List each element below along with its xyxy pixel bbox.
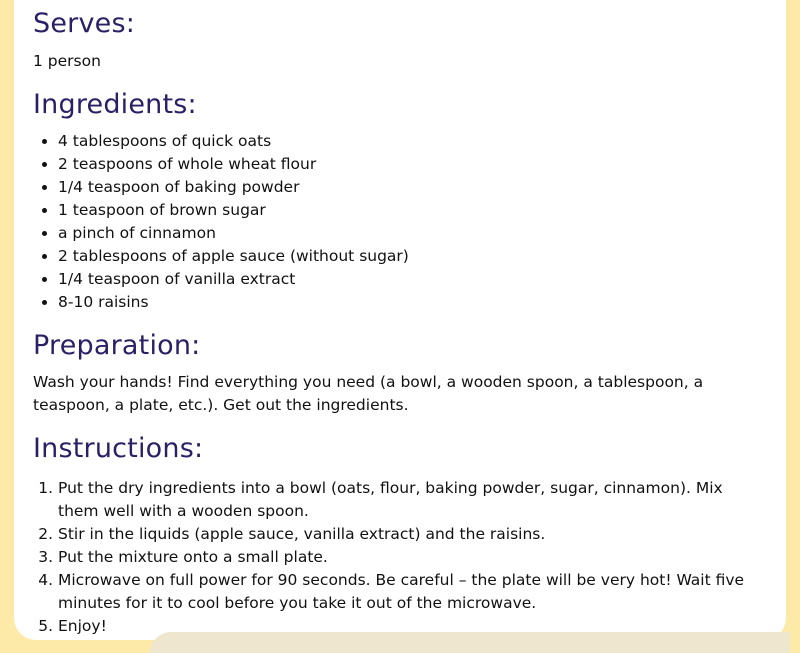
recipe-card [14, 0, 786, 640]
ingredient-item: • a pinch of cinnamon [58, 222, 766, 245]
ingredient-item: • 8-10 raisins [58, 291, 766, 314]
ingredients-heading: Ingredients: [33, 89, 197, 120]
preparation-text: Wash your hands! Find everything you need (a bowl, a wooden spoon, a tablespoon, a teaspoon, a plate, etc.). Get out the ingredients. [33, 373, 704, 414]
instructions-list [33, 477, 766, 638]
ingredient-item: • 2 teaspoons of whole wheat flour [58, 153, 766, 176]
serves-value: 1 person [33, 52, 101, 70]
ingredient-item: • 4 tablespoons of quick oats [58, 130, 766, 153]
preparation-heading: Preparation: [33, 330, 201, 361]
instruction-step: 4. Microwave on full power for 90 seconds. Be careful – the plate will be very hot! Wait five minutes for it to cool before you take it out of the microwave. [58, 569, 758, 615]
ingredient-item: • 1/4 teaspoon of vanilla extract [58, 268, 766, 291]
instruction-step: 1. Put the dry ingredients into a bowl (oats, flour, baking powder, sugar, cinnamon). Mix them well with a wooden spoon. [58, 477, 758, 523]
card-shadow [150, 632, 790, 653]
instructions-heading: Instructions: [33, 433, 204, 464]
serves-heading: Serves: [33, 8, 136, 39]
ingredients-list [33, 130, 766, 314]
instruction-step: 5. Enjoy! [58, 615, 758, 638]
instruction-step: 2. Stir in the liquids (apple sauce, vanilla extract) and the raisins. [58, 523, 758, 546]
ingredient-item: • 2 tablespoons of apple sauce (without sugar) [58, 245, 766, 268]
ingredient-item: • 1 teaspoon of brown sugar [58, 199, 766, 222]
instruction-step: 3. Put the mixture onto a small plate. [58, 546, 758, 569]
ingredient-item: • 1/4 teaspoon of baking powder [58, 176, 766, 199]
